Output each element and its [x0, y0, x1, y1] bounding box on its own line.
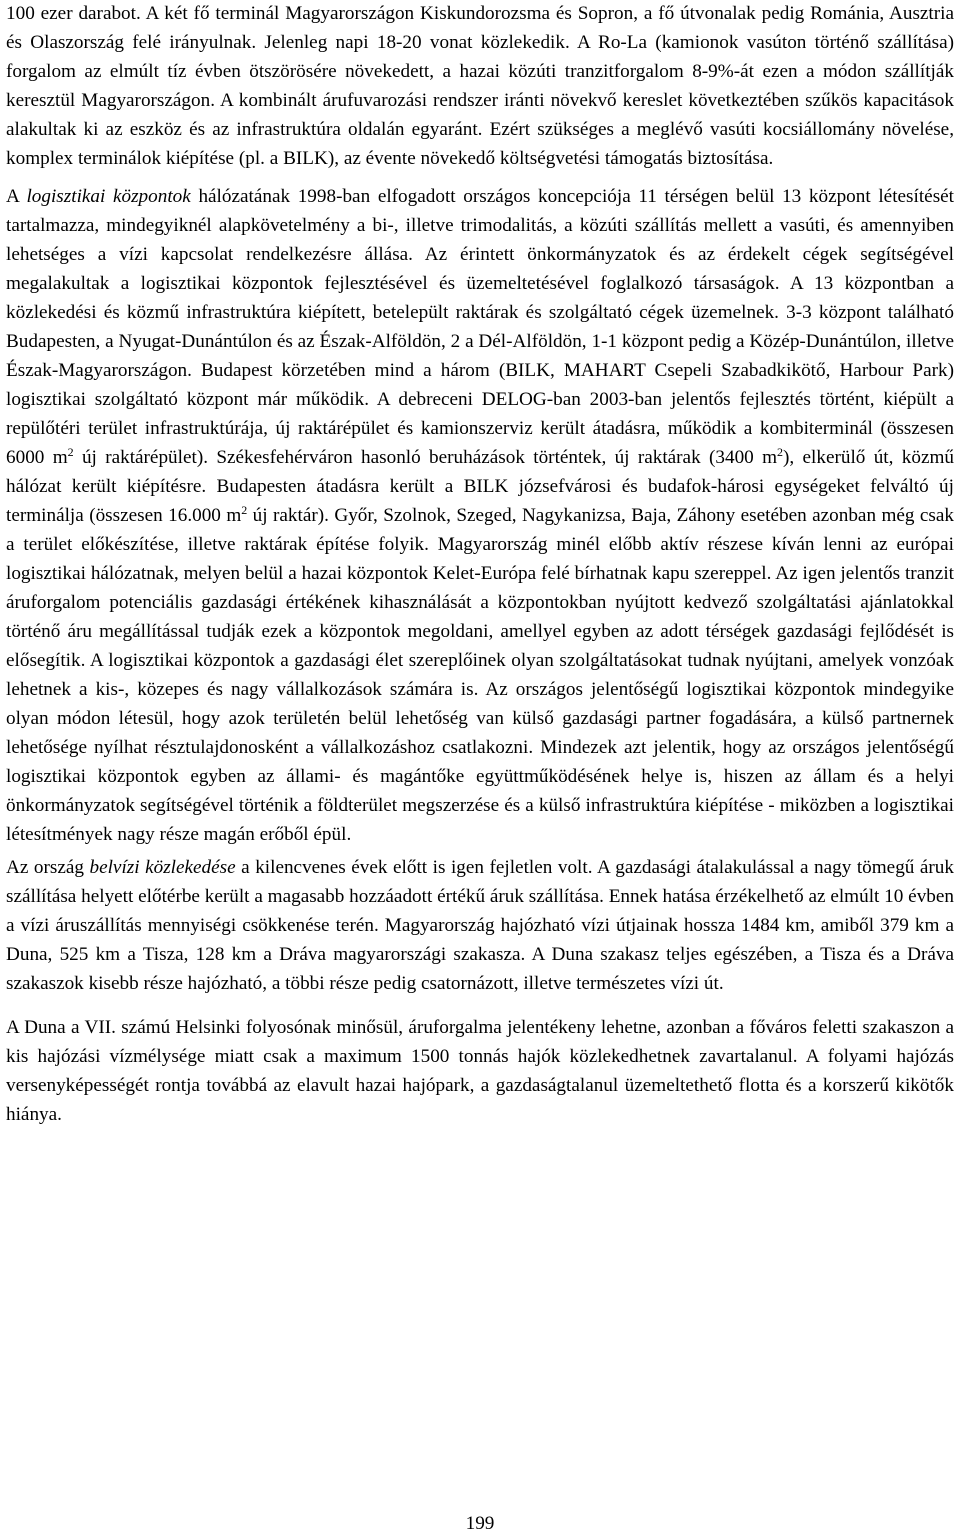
emphasized-term: logisztikai központok [26, 186, 191, 207]
text-run: Az ország [6, 857, 90, 878]
text-run: A [6, 186, 27, 207]
text-run: a kilencvenes évek előtt is igen fejletlen volt. A gazdasági átalakulással a nagy tömegű áruk szállítása helyett előtérbe került a magasabb hozzáadott értékű áruk szállítása. Ennek hatása érzékelhető az elmúlt 10 évben a vízi áruszállítás mennyiségi csökkenése terén. Magyarország hajózható vízi útjainak hossza 1484 km, amiből 379 km a Duna, 525 km a Tisza, 128 km a Dráva magyarországi szakasza. A Duna szakasz teljes egészében, a Tisza és a Dráva szakaszok kisebb része hajózható, a többi része pedig csatornázott, illetve természetes vízi út. [6, 857, 954, 994]
paragraph-danube [6, 1013, 954, 1129]
text-run: 100 ezer darabot. A két fő terminál Magyarországon Kiskundorozsma és Sopron, a fő útvonalak pedig Románia, Ausztria és Olaszország felé irányulnak. Jelenleg napi 18-20 vonat közlekedik. A Ro-La (kamionok vasúton történő szállítása) forgalom az elmúlt tíz évben ötszörösére növekedett, a hazai közúti tranzitforgalom 8-9%-át ezen a módon szállítják keresztül Magyarországon. A kombinált árufuvarozási rendszer iránti növekvő kereslet következtében szűkös kapacitások alakultak ki az eszköz és az infrastruktúra oldalán egyaránt. Ezért szükséges a meglévő vasúti kocsiállomány növelése, komplex terminálok kiépítése (pl. a BILK), az évente növekedő költségvetési támogatás biztosítása. [6, 3, 954, 169]
text-run: ), elkerülő út, közmű hálózat került kiépítésre. Budapesten átadásra került a BILK józsefvárosi és budafok-hárosi egységeket felváltó új terminálja (összesen 16.000 m [6, 447, 954, 526]
page-number: 199 [465, 1513, 495, 1534]
paragraph-combined-transport [6, 0, 954, 173]
text-run: hálózatának 1998-ban elfogadott országos koncepciója 11 térségen belül 13 központ létesítését tartalmazza, mindegyiknél alapkövetelmény a bi-, illetve trimodalitás, a közúti szállítás mellett a vasúti, és amennyiben lehetséges a vízi kapcsolat rendelkezésre állása. Az érintett önkormányzatok és az érdekelt cégek segítségével megalakultak a logisztikai központok fejlesztésével és üzemeltetésével foglalkozó társaságok. A 13 központban a közlekedési és közmű infrastruktúra kiépített, betelepült raktárak és szolgáltató cégek üzemelnek. 3-3 központ található Budapesten, a Nyugat-Dunántúlon és az Észak-Alföldön, 2 a Dél-Alföldön, 1-1 központ pedig a Közép-Dunántúlon, illetve Észak-Magyarországon. Budapest körzetében mind a három (BILK, MAHART Csepeli Szabadkikötő, Harbour Park) logisztikai szolgáltató központ már működik. A debreceni DELOG-ban 2003-ban jelentős fejlesztés történt, kiépült a repülőtéri terület infrastruktúrája, új raktárépület és kamionszerviz került átadásra, működik a kombiterminál (összesen 6000 m [6, 186, 955, 468]
emphasized-term: belvízi közlekedése [89, 857, 236, 878]
superscript: 2 [67, 444, 74, 459]
superscript: 2 [241, 502, 248, 517]
paragraph-logistics-centers [6, 182, 954, 849]
document-page [6, 0, 954, 1129]
text-run: A Duna a VII. számú Helsinki folyosónak minősül, áruforgalma jelentékeny lehetne, azonban a főváros feletti szakaszon a kis hajózási vízmélysége miatt csak a maximum 1500 tonnás hajók közlekedhetnek zavartalanul. A folyami hajózás versenyképességét rontja továbbá az elavult hazai hajópark, a gazdaságtalanul üzemeltethető flotta és a korszerű kikötők hiánya. [6, 1017, 954, 1125]
text-run: új raktár). Győr, Szolnok, Szeged, Nagykanizsa, Baja, Záhony esetében azonban még csak a terület előkészítése, illetve raktárak építése folyik. Magyarország minél előbb aktív részese kíván lenni az európai logisztikai hálózatnak, melyen belül a hazai központok Kelet-Európa felé bírhatnak kapu szereppel. Az igen jelentős tranzit áruforgalom potenciális gazdasági értékének kihasználását a központokban nyújtott kedvező szolgáltatási ajánlatokkal történő áru megállítással tudják ezek a központok megoldani, amellyel egyben az adott térségek gazdasági fejlődését is elősegítik. A logisztikai központok a gazdasági élet szereplőinek olyan szolgáltatásokat tudnak nyújtani, amelyek vonzóak lehetnek a kis-, közepes és nagy vállalkozások számára is. Az országos jelentőségű logisztikai központok mindegyike olyan módon létesül, hogy azok területén belül lehetőség van külső gazdasági partner fogadására, a külső partnernek lehetősége nyílhat résztulajdonosként a vállalkozáshoz csatlakozni. Mindezek azt jelentik, hogy az országos jelentőségű logisztikai központok egyben az állami- és magántőke együttműködésének helye is, hiszen az állam és a helyi önkormányzatok segítségével történik a földterület megszerzése és a külső infrastruktúra kiépítése - miközben a logisztikai létesítmények nagy része magán erőből épül. [6, 505, 954, 845]
text-run: új raktárépület). Székesfehérváron hasonló beruházások történtek, új raktárak (3400 m [73, 447, 778, 468]
superscript: 2 [777, 444, 784, 459]
paragraph-inland-waterways [6, 853, 954, 998]
